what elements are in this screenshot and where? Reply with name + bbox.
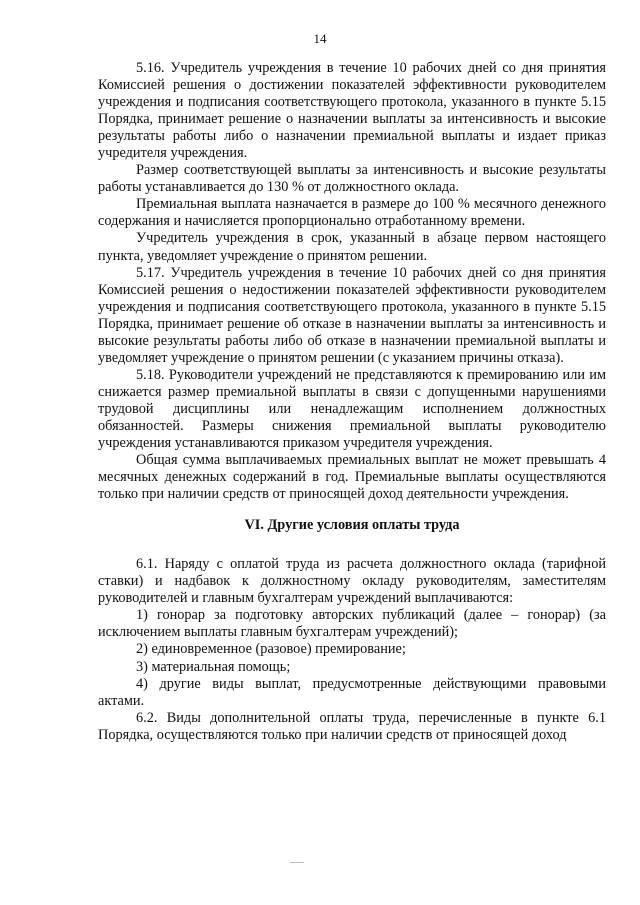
paragraph-6-2: 6.2. Виды дополнительной оплаты труда, перечисленные в пункте 6.1 Порядка, осуществляются только при наличии средств от приносящей доход: [98, 709, 606, 743]
document-body: [98, 60, 606, 744]
paragraph-5-16: 5.16. Учредитель учреждения в течение 10 рабочих дней со дня принятия Комиссией решения о достижении показателей эффективности руководителем учреждения и подписания соответствующего протокола, указанного в пункте 5.15 Порядка, принимает решение о назначении выплаты за интенсивность и высокие результаты работы либо о назначении премиальной выплаты и издает приказ учредителя учреждения.: [98, 60, 606, 162]
paragraph-6-1: 6.1. Наряду с оплатой труда из расчета должностного оклада (тарифной ставки) и надбавок к должностному окладу руководителям, заместителям руководителей и главным бухгалтерам учреждений выплачиваются:: [98, 556, 606, 607]
paragraph-5-17: 5.17. Учредитель учреждения в течение 10 рабочих дней со дня принятия Комиссией решения о недостижении показателей эффективности руководителем учреждения и подписания соответствующего протокола, указанного в пункте 5.15 Порядка, принимает решение об отказе в назначении выплаты за интенсивность и высокие результаты работы либо об отказе в назначении премиальной выплаты и уведомляет учреждение о принятом решении (с указанием причины отказа).: [98, 264, 606, 366]
list-item-fee: 1) гонорар за подготовку авторских публикаций (далее – гонорар) (за исключением выплаты главным бухгалтерам учреждений);: [98, 607, 606, 641]
footer-mark: [290, 862, 304, 863]
list-item-bonus: 2) единовременное (разовое) премирование;: [136, 641, 406, 658]
page-number: 14: [313, 31, 327, 46]
paragraph-5-18: 5.18. Руководители учреждений не представляются к премированию или им снижается размер премиальной выплаты в связи с допущенными нарушениями трудовой дисциплины или ненадлежащим исполнением должностных обязанностей. Размеры снижения премиальной выплаты руководителю учреждения устанавливаются приказом учредителя учреждения.: [98, 366, 606, 452]
list-item-other: 4) другие виды выплат, предусмотренные действующими правовыми актами.: [98, 675, 606, 709]
paragraph-premium-amount: Премиальная выплата назначается в размере до 100 % месячного денежного содержания и начисляется пропорционально отработанному времени.: [98, 196, 606, 230]
list-item-aid: 3) материальная помощь;: [136, 658, 291, 675]
section-heading: VI. Другие условия оплаты труда: [244, 517, 460, 534]
paragraph-founder-notice: Учредитель учреждения в срок, указанный в абзаце первом настоящего пункта, уведомляет учреждение о принятом решении.: [98, 230, 606, 264]
paragraph-total-limit: Общая сумма выплачиваемых премиальных выплат не может превышать 4 месячных денежных содержаний в год. Премиальные выплаты осуществляются только при наличии средств от приносящей доход деятельности учреждения.: [98, 452, 606, 503]
paragraph-payment-size: Размер соответствующей выплаты за интенсивность и высокие результаты работы устанавливается до 130 % от должностного оклада.: [98, 162, 606, 196]
